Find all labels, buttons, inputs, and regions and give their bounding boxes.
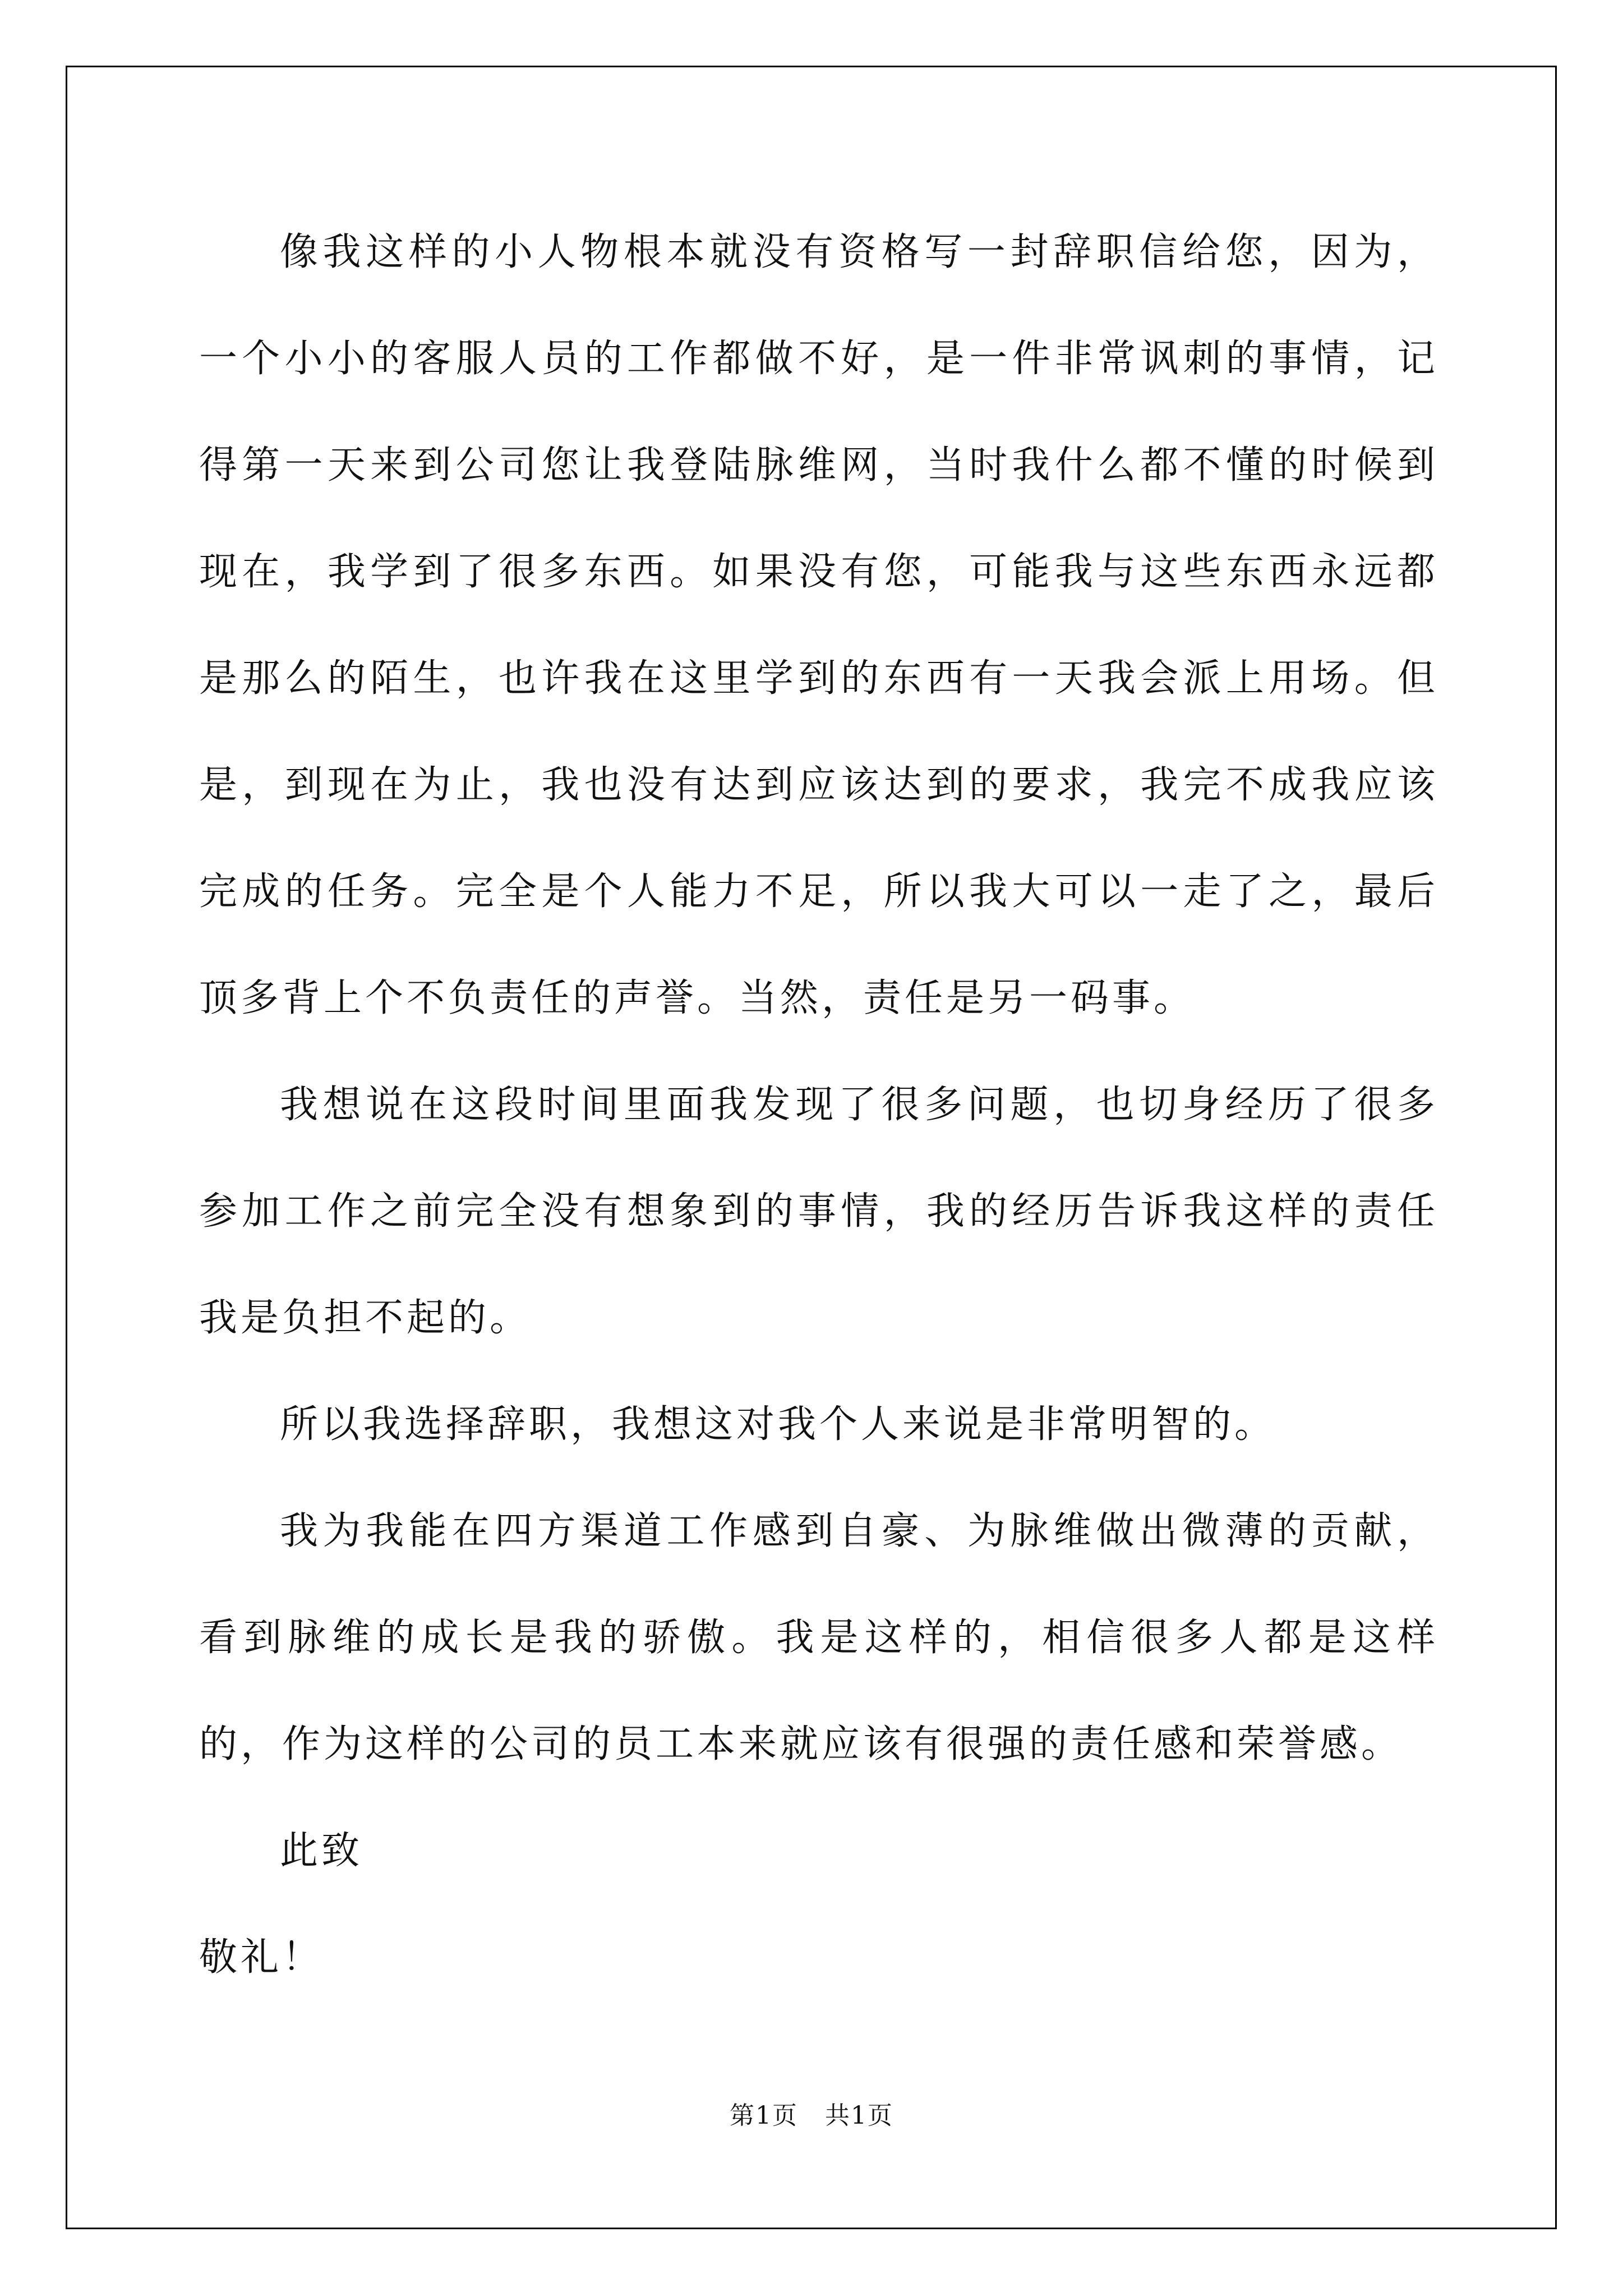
closing-salutation: 此致 <box>280 1829 363 1873</box>
letter-body <box>199 199 1438 2011</box>
paragraph-4: 我为我能在四方渠道工作感到自豪、为脉维做出微薄的贡献，看到脉维的成长是我的骄傲。我是这样的，相信很多人都是这样的，作为这样的公司的员工本来就应该有很强的责任感和荣誉感。 <box>199 1509 1438 1766</box>
page-total: 共1页 <box>825 2101 893 2130</box>
closing-regards: 敬礼！ <box>199 1935 324 1980</box>
paragraph-3: 所以我选择辞职，我想这对我个人来说是非常明智的。 <box>280 1402 1276 1447</box>
page-footer <box>0 2095 1623 2131</box>
paragraph-1: 像我这样的小人物根本就没有资格写一封辞职信给您，因为，一个小小的客服人员的工作都做不好，是一件非常讽刺的事情，记得第一天来到公司您让我登陆脉维网，当时我什么都不懂的时候到现在，我学到了很多东西。如果没有您，可能我与这些东西永远都是那么的陌生，也许我在这里学到的东西有一天我会派上用场。但是，到现在为止，我也没有达到应该达到的要求，我完不成我应该完成的任务。完全是个人能力不足，所以我大可以一走了之，最后顶多背上个不负责任的声誉。当然，责任是另一码事。 <box>199 230 1438 1020</box>
paragraph-2: 我想说在这段时间里面我发现了很多问题，也切身经历了很多参加工作之前完全没有想象到的事情，我的经历告诉我这样的责任我是负担不起的。 <box>199 1083 1438 1340</box>
page-number: 第1页 <box>730 2101 798 2130</box>
